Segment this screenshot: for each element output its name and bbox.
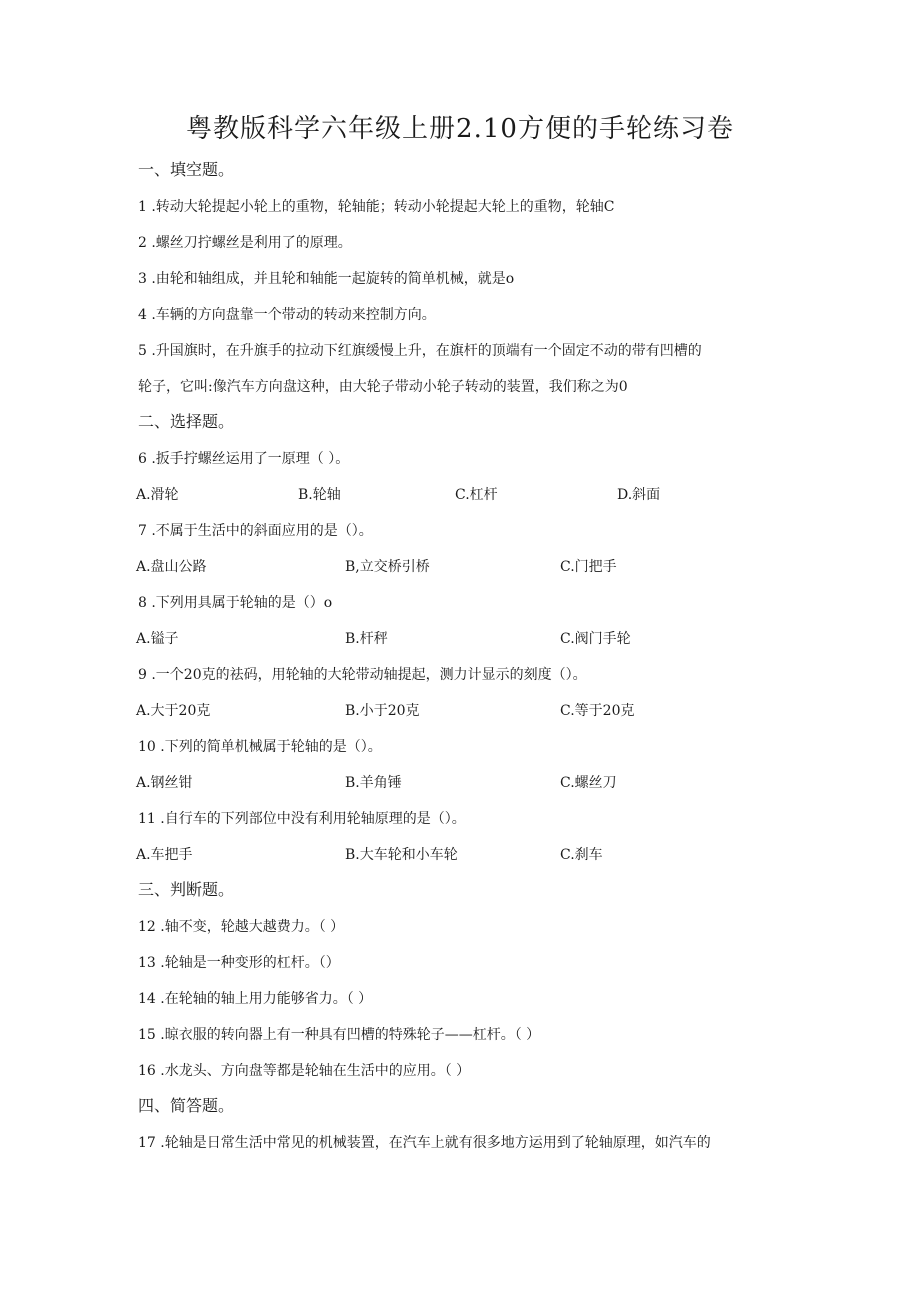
- page-title: 粤教版科学六年级上册2.10方便的手轮练习卷: [186, 114, 734, 144]
- q9-option-b: B.小于20克: [345, 703, 420, 719]
- question-15: 15 .晾衣服的转向器上有一种具有凹槽的特殊轮子——杠杆。（ ）: [138, 1027, 541, 1043]
- q8-option-a: A.镒子: [136, 631, 179, 647]
- q8-option-c: C.阀门手轮: [560, 631, 631, 647]
- q6-option-a: A.滑轮: [136, 487, 179, 503]
- q7-option-b: B,立交桥引桥: [345, 559, 430, 575]
- question-3: 3 .由轮和轴组成，并且轮和轴能一起旋转的简单机械，就是o: [138, 271, 515, 287]
- q9-option-a: A.大于20克: [136, 703, 211, 719]
- question-2: 2 .螺丝刀拧螺丝是利用了的原理。: [138, 235, 352, 251]
- q6-option-d: D.斜面: [617, 487, 661, 503]
- q6-option-b: B.轮轴: [298, 487, 341, 503]
- q11-option-b: B.大车轮和小车轮: [345, 847, 458, 863]
- question-5-line-2: 轮子，它叫:像汽车方向盘这种，由大轮子带动小轮子转动的装置，我们称之为0: [138, 379, 628, 395]
- section-choice-heading: 二、选择题。: [138, 412, 235, 431]
- q7-option-a: A.盘山公路: [136, 559, 207, 575]
- question-12: 12 .轴不变，轮越大越费力。（ ）: [138, 919, 345, 935]
- question-4: 4 .车辆的方向盘靠一个带动的转动来控制方向。: [138, 307, 436, 323]
- section-short-heading: 四、简答题。: [138, 1096, 235, 1115]
- q7-option-c: C.门把手: [560, 559, 617, 575]
- question-11: 11 .自行车的下列部位中没有利用轮轴原理的是（）。: [138, 811, 466, 827]
- question-10: 10 .下列的简单机械属于轮轴的是（）。: [138, 739, 382, 755]
- question-13: 13 .轮轴是一种变形的杠杆。（）: [138, 955, 340, 971]
- section-judge-heading: 三、判断题。: [138, 880, 235, 899]
- q8-option-b: B.杆秤: [345, 631, 388, 647]
- q10-option-a: A.钢丝钳: [136, 775, 193, 791]
- section-fill-heading: 一、填空题。: [138, 160, 235, 179]
- question-8: 8 .下列用具属于轮轴的是（）o: [138, 595, 333, 611]
- question-17: 17 .轮轴是日常生活中常见的机械装置，在汽车上就有很多地方运用到了轮轴原理，如汽车的: [138, 1135, 711, 1151]
- question-5-line-1: 5 .升国旗时，在升旗手的拉动下红旗缓慢上升，在旗杆的顶端有一个固定不动的带有凹槽的: [138, 343, 702, 359]
- q10-option-b: B.羊角锤: [345, 775, 402, 791]
- question-14: 14 .在轮轴的轴上用力能够省力。（ ）: [138, 991, 373, 1007]
- question-1: 1 .转动大轮提起小轮上的重物，轮轴能；转动小轮提起大轮上的重物，轮轴C: [138, 199, 615, 215]
- question-9: 9 .一个20克的祛码，用轮轴的大轮带动轴提起，测力计显示的刻度（）。: [138, 667, 587, 683]
- q9-option-c: C.等于20克: [560, 703, 635, 719]
- question-16: 16 .水龙头、方向盘等都是轮轴在生活中的应用。（ ）: [138, 1063, 471, 1079]
- q10-option-c: C.螺丝刀: [560, 775, 617, 791]
- q6-option-c: C.杠杆: [455, 487, 498, 503]
- q11-option-c: C.刹车: [560, 847, 603, 863]
- question-7: 7 .不属于生活中的斜面应用的是（）。: [138, 523, 373, 539]
- q11-option-a: A.车把手: [136, 847, 193, 863]
- question-6: 6 .扳手拧螺丝运用了一原理（ ）。: [138, 451, 350, 467]
